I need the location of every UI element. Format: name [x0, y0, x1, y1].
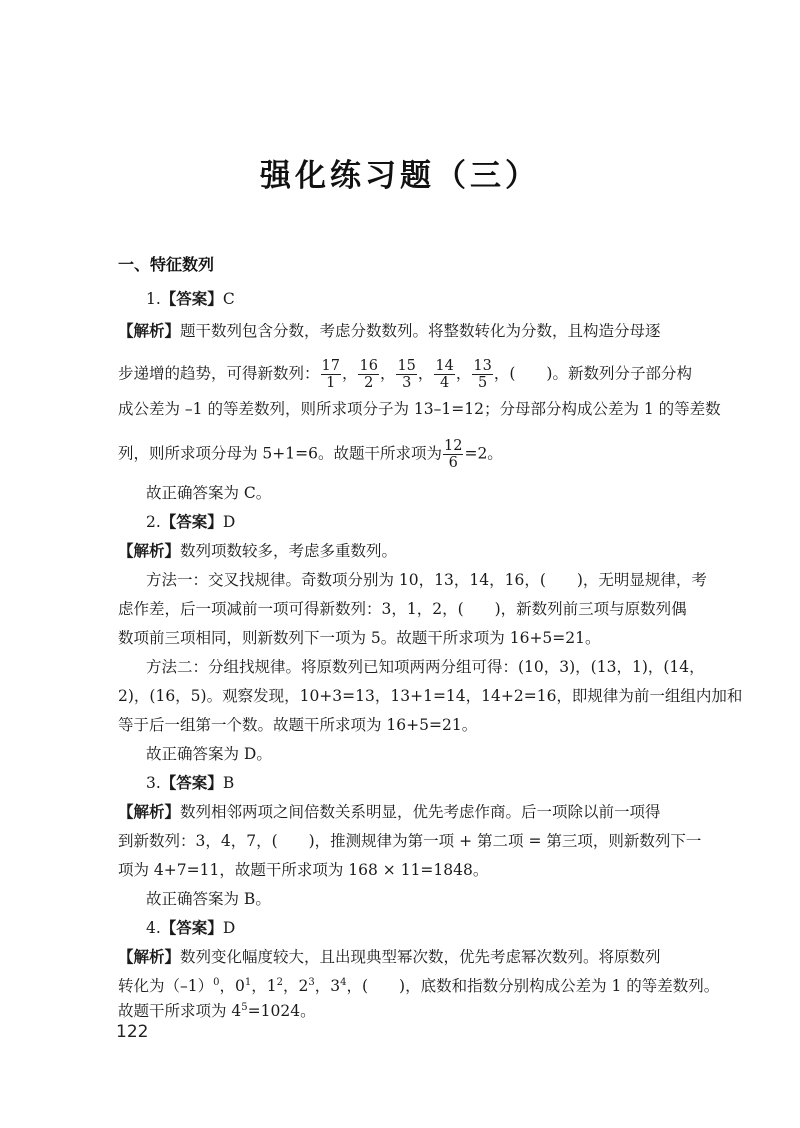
- q2-method2-line-1: 方法二：分组找规律。将原数列已知项两两分组可得：(10，3)，(13，1)，(14，: [146, 658, 705, 676]
- q4-analysis-line-3: 故题干所求项为 $4^5=1024$。: [118, 1002, 316, 1020]
- q1-analysis-line-1: 【解析】题干数列包含分数，考虑分数数列。将整数转化为分数，且构造分母逐: [118, 322, 661, 340]
- q4-answer: D: [222, 919, 236, 937]
- q1-analysis-line-4: 列，则所求项分母为 5+1=6。故题干所求项为 $\frac{12}{6}$ =2。: [118, 438, 503, 471]
- q1-answer: C: [222, 290, 235, 308]
- q4-answer-line: 4.【答案】D: [146, 919, 236, 937]
- fraction: $\frac{17}{1}$: [321, 358, 340, 391]
- fraction: $\frac{16}{2}$: [359, 358, 378, 391]
- q3-answer-line: 3.【答案】B: [146, 774, 235, 792]
- q3-conclusion: 故正确答案为 B。: [146, 890, 271, 908]
- q2-answer: D: [222, 513, 236, 531]
- q2-method1-line-1: 方法一：交叉找规律。奇数项分别为 10，13，14，16，( )，无明显规律，考: [146, 571, 707, 589]
- fraction: $\frac{13}{5}$: [473, 358, 492, 391]
- q2-method1-line-2: 虑作差，后一项减前一项可得新数列：3，1，2，( )，新数列前三项与原数列偶: [118, 600, 687, 618]
- fraction: $\frac{15}{3}$: [397, 358, 416, 391]
- q3-analysis-line-3: 项为 4+7=11，故题干所求项为 168 × 11=1848。: [118, 861, 489, 879]
- q2-conclusion: 故正确答案为 D。: [146, 745, 272, 763]
- q2-method2-line-3: 等于后一组第一个数。故题干所求项为 16+5=21。: [118, 716, 478, 734]
- q1-conclusion: 故正确答案为 C。: [146, 484, 272, 502]
- q2-method2-line-2: 2)，(16，5)。观察发现，10+3=13，13+1=14，14+2=16，即规律为前一组组内加和: [118, 687, 743, 705]
- q4-number: 4.: [146, 919, 161, 937]
- page-title: 强化练习题（三）: [260, 158, 540, 194]
- q3-number: 3.: [146, 774, 161, 792]
- q1-number: 1.: [146, 290, 161, 308]
- section-heading: 一、特征数列: [118, 255, 215, 274]
- fraction: $\frac{14}{4}$: [435, 358, 454, 391]
- q1-analysis-line-3: 成公差为 –1 的等差数列，则所求项分子为 13–1=12；分母部分构成公差为 1 的等差数: [118, 400, 721, 418]
- q2-answer-line: 2.【答案】D: [146, 513, 236, 531]
- q2-analysis-line-1: 【解析】数列项数较多，考虑多重数列。: [118, 542, 398, 560]
- q2-number: 2.: [146, 513, 161, 531]
- q4-analysis-line-1: 【解析】数列变化幅度较大，且出现典型幂次数，优先考虑幂次数列。将原数列: [118, 948, 661, 966]
- q4-analysis-line-2: 转化为$(-1)^0$，$0^1$，$1^2$，$2^3$，$3^4$，( )，底数和指数分别构成公差为 1 的等差数列。: [118, 977, 720, 995]
- q1-answer-line: [146, 288, 714, 310]
- q3-analysis-line-2: 到新数列：3，4，7，( )，推测规律为第一项 + 第二项 = 第三项，则新数列下一: [118, 832, 702, 850]
- q1-analysis-line-2: 步递增的趋势，可得新数列： $\frac{17}{1}$ ， $\frac{16}{2}$ ， $\frac{15}{3}$ ， $\frac{14}{4}$ ， $\frac{13}{5}$ ，( )。新数列分子部分构: [118, 358, 692, 391]
- analysis-bracket: 【解析】: [118, 322, 181, 340]
- q2-method1-line-3: 数项前三项相同，则新数列下一项为 5。故题干所求项为 16+5=21。: [118, 629, 601, 647]
- q3-answer: B: [222, 774, 235, 792]
- answer-bracket: 【答案】: [160, 290, 223, 308]
- page-number: 122: [116, 1022, 149, 1042]
- fraction: $\frac{12}{6}$: [444, 438, 463, 471]
- q3-analysis-line-1: 【解析】数列相邻两项之间倍数关系明显，优先考虑作商。后一项除以前一项得: [118, 803, 661, 821]
